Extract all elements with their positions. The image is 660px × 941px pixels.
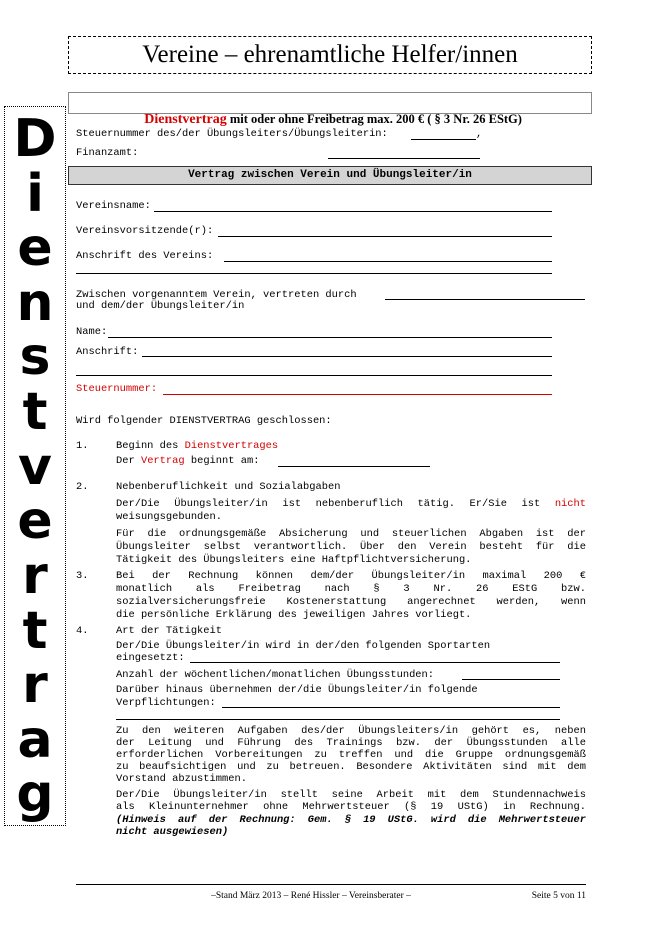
s4-p-line-3: erforderlichen Vorbereitungen zu treffen und die Gruppe ordnungsgemäß [116,749,586,761]
steuernummer-label: Steuernummer: [76,383,158,395]
finanzamt-label: Finanzamt: [76,147,139,159]
side-letter: r [22,546,48,606]
vorsitz-line [218,236,552,237]
page-title: Vereine – ehrenamtliche Helfer/innen [142,41,518,68]
side-letter: s [19,327,51,387]
footer-page: Seite 5 von 11 [531,891,586,901]
s4-p-line-1: Zu den weiteren Aufgaben des/der Übungsleiters/in gehört es, neben [116,725,586,737]
s2-p1-red: nicht [554,498,586,510]
side-letter: e [17,218,53,278]
s1-line-red: Vertrag [140,455,185,467]
side-letter: D [13,109,57,169]
zwischen-field-line [385,299,585,300]
s4-sportarten-line [190,662,560,663]
s4-stunden-line [462,679,560,680]
name-label: Name: [76,326,108,338]
s3-number: 3. [76,570,89,582]
s4-q-line-4: nicht ausgewiesen) [116,826,229,838]
finanzamt-field-line [328,158,480,159]
s2-number: 2. [76,481,89,493]
s4-q-line-2: als Kleinunternehmer ohne Mehrwertsteuer (§ 19 UStG) in Rechnung. [116,801,586,813]
name-line [108,337,552,338]
vereinsname-label: Vereinsname: [76,200,151,212]
s3-line-2: monatlich als Freibetrag nach § 3 Nr. 26 EStG bzw. [116,583,586,595]
s4-title: Art der Tätigkeit [116,625,223,637]
s4-number: 4. [76,625,89,637]
s3-line-4: die persönliche Erklärung des jeweiligen Jahres vorliegt. [116,609,472,621]
s1-line [116,455,259,468]
s1-date-line [278,466,430,467]
banner-red: Dienstvertrag [144,112,227,127]
zwischen-line-2: und dem/der Übungsleiter/in [76,300,245,312]
section-title: Vertrag zwischen Verein und Übungsleiter/in [188,169,472,181]
side-letter: g [16,764,54,824]
side-letter: a [17,710,53,770]
s4-line-2: eingesetzt: [116,652,185,664]
anschrift-line-2 [76,375,552,376]
footer-center: –Stand März 2013 – René Hissler – Vereinsberater – [211,891,411,901]
s4-q-line-1: Der/Die Übungsleiter/in stellt seine Arbeit mit dem Stundennachweis [116,789,586,801]
vorsitz-label: Vereinsvorsitzende(r): [76,225,214,237]
s3-line-3: sozialversicherungsfreie Kostenerstattung angerechnet werden, wenn [116,596,586,608]
banner-text [68,95,592,128]
steuer-tail: , [476,128,483,140]
side-letter: v [18,437,52,497]
side-letter: t [22,382,48,442]
s1-title-a: Beginn des [116,440,185,452]
s4-line-3: Anzahl der wöchentlichen/monatlichen Übungsstunden: [116,669,435,681]
side-letter: n [16,273,54,333]
steuernummer-line [163,394,552,395]
s3-line-1: Bei der Rechnung können dem/der Übungsleiter/in maximal 200 € [116,570,586,582]
s4-line-5: Verpflichtungen: [116,697,216,709]
s1-number: 1. [76,440,89,452]
s2-p1-a: Der/Die Übungsleiter/in ist nebenberuflich tätig. Er/Sie ist [116,498,555,510]
s2-p1-line-2: weisungsgebunden. [116,511,223,523]
s2-title: Nebenberuflichkeit und Sozialabgaben [116,481,341,493]
s4-line-4: Darüber hinaus übernehmen der/die Übungsleiter/in folgende [116,684,478,696]
s4-q-line-3: (Hinweis auf der Rechnung: Gem. § 19 UStG. wird die Mehrwertsteuer [116,814,586,826]
s4-p-line-5: Vorstand abzustimmen. [116,773,247,785]
steuer-field-line [411,139,476,140]
anschrift-line [142,356,552,357]
s2-p2-line-3: Tätigkeit des Übungsleiters eine Haftpflichtversicherung. [116,554,472,566]
side-letter: t [22,601,48,661]
zwischen-line-1: Zwischen vorgenanntem Verein, vertreten durch [76,289,357,301]
steuer-label: Steuernummer des/der Übungsleiters/Übungsleiterin: [76,128,388,140]
footer-rule [76,884,586,885]
intro: Wird folgender DIENSTVERTRAG geschlossen: [76,415,332,427]
s1-line-b: beginnt am: [184,455,260,467]
vereinsname-line [154,211,552,212]
s4-p-line-2: der Leitung und Führung des Trainings bzw. der Übungsstunden alle [116,737,586,749]
anschrift-verein-line [224,261,552,262]
s4-p-line-4: zu beaufsichtigen und zu betreuen. Besondere Aktivitäten sind mit dem [116,761,586,773]
s4-verpflichtungen-line-2 [116,719,560,720]
s4-line-1: Der/Die Übungsleiter/in wird in der/den folgenden Sportarten [116,640,491,652]
anschrift-verein-label: Anschrift des Vereins: [76,250,214,262]
s4-verpflichtungen-line [222,707,560,708]
side-letter: i [26,164,44,224]
s2-p2-line-2: Übungsleiter selbst verantwortlich. Über den Verein besteht für die [116,541,586,553]
side-letter: r [22,655,48,715]
anschrift-label: Anschrift: [76,346,139,358]
s1-title-red: Dienstvertrages [184,440,279,452]
side-letter: e [17,491,53,551]
s1-line-a: Der [116,455,141,467]
anschrift-verein-line-2 [76,273,552,274]
s2-p2-line-1: Für die ordnungsgemäße Absicherung und steuerlichen Abgaben ist der [116,528,586,540]
banner-rest: mit oder ohne Freibetrag max. 200 € ( § 3 Nr. 26 EStG) [226,112,522,126]
s2-p1-line-1 [116,498,586,511]
s1-title [116,440,278,453]
